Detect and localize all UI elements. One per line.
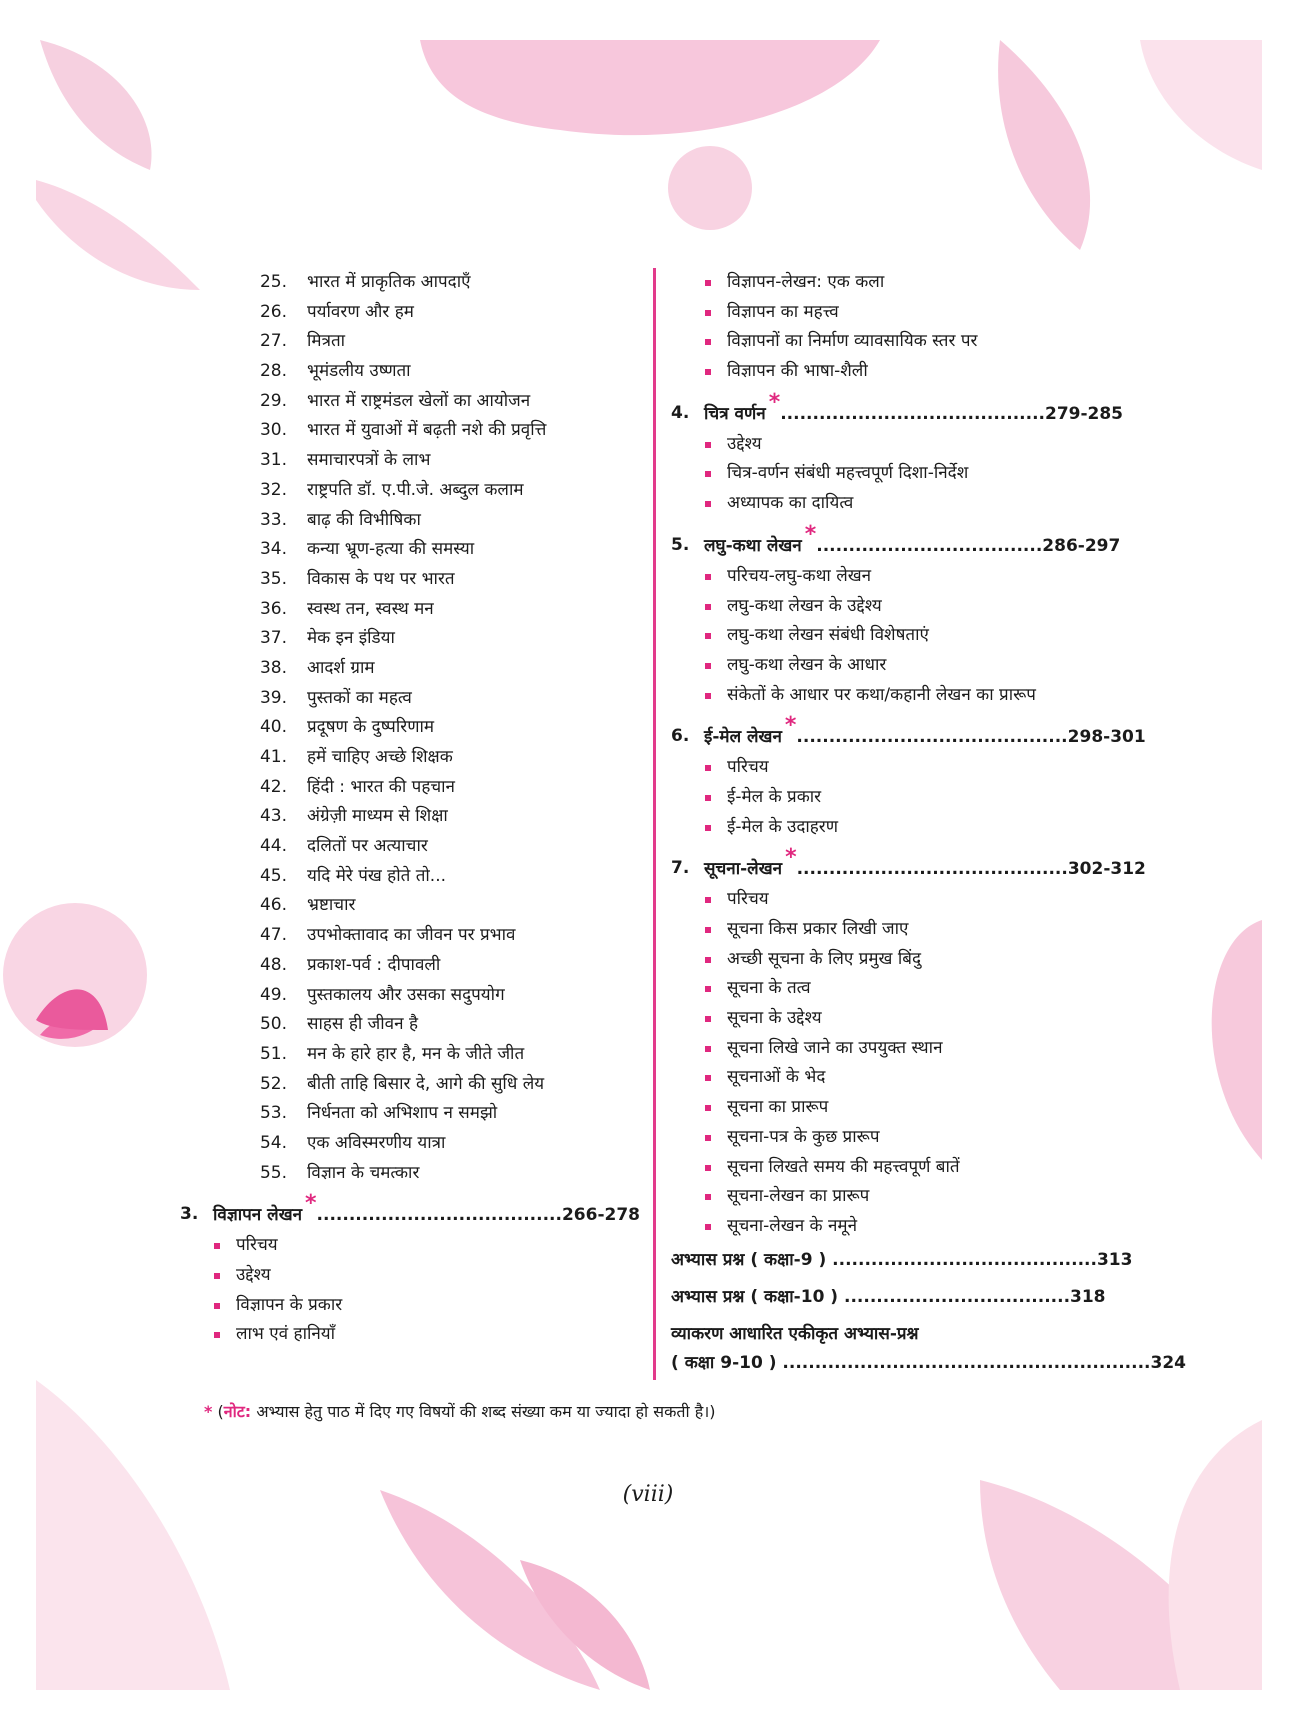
summary-block [671, 1246, 1186, 1378]
section-3-items [180, 1231, 650, 1350]
item-number-text: 44. [259, 836, 287, 857]
list-item[interactable] [671, 885, 1101, 915]
item-text: उद्देश्य [727, 433, 762, 454]
item-number-text: 52. [259, 1073, 287, 1094]
item-text: लघु-कथा लेखन के आधार [727, 654, 887, 675]
item-number-text: 30. [259, 420, 287, 441]
item-text: हमें चाहिए अच्छे शिक्षक [307, 747, 453, 767]
list-item[interactable] [180, 565, 650, 595]
list-item[interactable] [671, 974, 1101, 1004]
footnote [204, 1400, 716, 1422]
item-number-text: 37. [259, 628, 287, 649]
list-item[interactable] [180, 654, 650, 684]
square-bullet-icon [705, 765, 711, 771]
item-number-text: 27. [259, 331, 287, 352]
item-number-text: 40. [259, 717, 287, 738]
item-number-text: 55. [259, 1162, 287, 1183]
item-text: भारत में प्राकृतिक आपदाएँ [307, 272, 471, 292]
section7-heading[interactable] [671, 845, 1146, 885]
square-bullet-icon [705, 1194, 711, 1200]
section4-heading[interactable] [671, 389, 1124, 430]
square-bullet-icon [705, 693, 711, 699]
square-bullet-icon [214, 1273, 220, 1279]
section-title-line [704, 713, 1146, 757]
page-range: 286-297 [1042, 535, 1121, 556]
item-text: चित्र-वर्णन संबंधी महत्त्वपूर्ण दिशा-निर्देश [727, 463, 969, 484]
item-text: विकास के पथ पर भारत [307, 568, 455, 589]
section-title: लघु-कथा लेखन [704, 535, 802, 556]
list-item[interactable] [180, 1261, 650, 1291]
list-item[interactable] [180, 802, 650, 832]
leader-dots: .......................................... [796, 727, 1068, 748]
square-bullet-icon [705, 310, 711, 316]
list-item[interactable] [671, 753, 1101, 783]
list-item[interactable] [180, 743, 650, 773]
list-item[interactable] [180, 624, 650, 654]
item-text: एक अविस्मरणीय यात्रा [307, 1132, 446, 1153]
item-text: हिंदी : भारत की पहचान [307, 776, 455, 797]
list-item[interactable] [180, 773, 650, 803]
square-bullet-icon [705, 442, 711, 448]
summary-line[interactable]: ( कक्षा 9-10 ) .........................................................324 [671, 1352, 1186, 1373]
asterisk-icon: * [305, 1191, 317, 1217]
leader-dots: ...................................... [316, 1205, 562, 1226]
list-item[interactable] [671, 1034, 1101, 1064]
square-bullet-icon [705, 1105, 711, 1111]
list-item[interactable] [180, 268, 650, 298]
section-title: ई-मेल लेखन [704, 727, 782, 748]
item-text: मेक इन इंडिया [307, 628, 395, 649]
item-text: परिचय [236, 1235, 278, 1256]
item-number-text: 41. [259, 747, 287, 767]
list-item[interactable] [671, 1004, 1101, 1034]
item-text: विज्ञापन के प्रकार [236, 1294, 343, 1315]
section-number: 5. [671, 534, 690, 555]
item-number-text: 50. [259, 1014, 287, 1035]
square-bullet-icon [705, 663, 711, 669]
square-bullet-icon [705, 369, 711, 375]
item-text: प्रदूषण के दुष्परिणाम [307, 717, 435, 738]
square-bullet-icon [705, 957, 711, 963]
page-number: (viii) [622, 1482, 674, 1507]
list-item[interactable] [180, 981, 650, 1011]
item-text: भारत में राष्ट्रमंडल खेलों का आयोजन [307, 390, 531, 411]
square-bullet-icon [705, 1046, 711, 1052]
note-open-paren: ( [217, 1402, 224, 1421]
item-text: भूमंडलीय उष्णता [307, 361, 411, 382]
item-number-text: 28. [259, 361, 287, 382]
item-text: स्वस्थ तन, स्वस्थ मन [307, 598, 434, 619]
item-text: सूचना किस प्रकार लिखी जाए [727, 919, 909, 939]
item-text: परिचय-लघु-कथा लेखन [727, 565, 872, 586]
item-text: अध्यापक का दायित्व [727, 493, 854, 514]
item-number-text: 51. [259, 1043, 287, 1064]
list-item[interactable] [180, 595, 650, 625]
item-text: सूचना-पत्र के कुछ प्रारूप [727, 1126, 880, 1147]
item-text: लघु-कथा लेखन के उद्देश्य [727, 595, 882, 616]
item-text: ई-मेल के प्रकार [727, 786, 822, 807]
asterisk-icon: * [804, 521, 817, 547]
list-item[interactable] [180, 713, 650, 743]
square-bullet-icon [705, 825, 711, 831]
item-number-text: 31. [259, 450, 287, 471]
list-item[interactable] [180, 891, 650, 921]
list-item[interactable] [671, 459, 1101, 489]
continued-items [637, 268, 1101, 387]
note-text: अभ्यास हेतु पाठ में दिए गए विषयों की शब्द संख्या कम या ज्यादा हो सकती है। [256, 1402, 710, 1421]
summary-line[interactable]: व्याकरण आधारित एकीकृत अभ्यास-प्रश्न [671, 1323, 919, 1344]
list-item[interactable] [180, 1099, 650, 1129]
leader-dots: .......................................... [796, 859, 1068, 880]
square-bullet-icon [705, 574, 711, 580]
square-bullet-icon [705, 1224, 711, 1230]
item-number-text: 36. [259, 598, 287, 619]
square-bullet-icon [705, 604, 711, 610]
section-number: 4. [671, 402, 690, 423]
item-text: साहस ही जीवन है [307, 1014, 418, 1035]
item-text: सूचना लिखते समय की महत्त्वपूर्ण बातें [727, 1156, 960, 1177]
list-item[interactable] [180, 921, 650, 951]
item-number-text: 43. [259, 806, 287, 827]
list-item[interactable] [180, 1159, 650, 1189]
list-item[interactable] [637, 357, 1101, 387]
item-text: लघु-कथा लेखन संबंधी विशेषताएं [727, 625, 929, 646]
section-title-line [704, 845, 1146, 889]
item-text: कन्या भ्रूण-हत्या की समस्या [307, 539, 475, 560]
item-text: लाभ एवं हानियाँ [236, 1324, 336, 1345]
list-item[interactable] [180, 832, 650, 862]
section6-heading[interactable] [671, 713, 1146, 753]
square-bullet-icon [214, 1243, 220, 1249]
list-item[interactable] [180, 506, 650, 536]
item-text: मित्रता [307, 331, 346, 352]
list-item[interactable] [671, 651, 1101, 681]
item-number-text: 42. [259, 776, 287, 797]
list-item[interactable] [180, 1320, 650, 1350]
list-item[interactable] [671, 430, 1101, 460]
square-bullet-icon [705, 339, 711, 345]
item-text: सूचना के तत्व [727, 978, 811, 999]
summary-line[interactable]: अभ्यास प्रश्न ( कक्षा-9 ) .........................................313 [671, 1249, 1133, 1270]
item-text: समाचारपत्रों के लाभ [307, 450, 431, 471]
list-item[interactable] [180, 684, 650, 714]
list-item[interactable] [180, 357, 650, 387]
item-number-text: 32. [259, 479, 287, 500]
item-text: विज्ञापन का महत्त्व [727, 301, 839, 322]
item-number-text: 45. [259, 865, 287, 886]
list-item[interactable] [671, 945, 1101, 975]
square-bullet-icon [705, 1165, 711, 1171]
list-item[interactable] [671, 621, 1101, 651]
right-column [671, 268, 1186, 1378]
item-text: निर्धनता को अभिशाप न समझो [307, 1103, 498, 1124]
list-item[interactable] [671, 1212, 1101, 1242]
list-item[interactable] [671, 489, 1101, 519]
square-bullet-icon [705, 1075, 711, 1081]
list-item[interactable] [180, 1040, 650, 1070]
list-item[interactable] [180, 1010, 650, 1040]
list-item[interactable] [671, 915, 1101, 945]
square-bullet-icon [705, 986, 711, 992]
page-range: 298-301 [1067, 727, 1146, 748]
list-item[interactable] [671, 1182, 1101, 1212]
item-text: सूचना लिखे जाने का उपयुक्त स्थान [727, 1037, 943, 1058]
sections [671, 389, 1146, 1242]
item-number-text: 35. [259, 568, 287, 589]
list-item[interactable] [637, 327, 1101, 357]
item-text: परिचय [727, 889, 769, 910]
list-item[interactable] [671, 592, 1101, 622]
item-text: दलितों पर अत्याचार [307, 836, 428, 857]
item-number-text: 33. [259, 509, 287, 530]
item-number-text: 47. [259, 925, 287, 946]
section-title-line [704, 521, 1121, 566]
list-item[interactable] [180, 476, 650, 506]
item-number-text: 29. [259, 390, 287, 411]
list-item[interactable] [180, 446, 650, 476]
item-text: बाढ़ की विभीषिका [307, 509, 421, 530]
list-item[interactable] [671, 1093, 1101, 1123]
section-title-line [213, 1191, 640, 1235]
square-bullet-icon [705, 795, 711, 801]
item-text: विज्ञापनों का निर्माण व्यावसायिक स्तर पर [727, 331, 978, 352]
item-number-text: 46. [259, 895, 287, 916]
asterisk-icon: * [784, 713, 797, 739]
square-bullet-icon [705, 633, 711, 639]
item-text: प्रकाश-पर्व : दीपावली [307, 954, 441, 975]
item-text: बीती ताहि बिसार दे, आगे की सुधि लेय [307, 1073, 545, 1094]
item-text: भ्रष्टाचार [307, 895, 356, 916]
item-text: मन के हारे हार है, मन के जीते जीत [307, 1043, 525, 1064]
item-text: भारत में युवाओं में बढ़ती नशे की प्रवृत्ति [307, 420, 547, 441]
section-3-heading[interactable] [180, 1191, 650, 1231]
page-range: 302-312 [1067, 859, 1146, 880]
square-bullet-icon [705, 280, 711, 286]
section-number: 3. [180, 1204, 199, 1225]
item-text: सूचना का प्रारूप [727, 1097, 829, 1118]
section-number: 6. [671, 726, 690, 747]
item-number-text: 48. [259, 954, 287, 975]
item-number-text: 25. [259, 272, 287, 292]
summary-line[interactable]: अभ्यास प्रश्न ( कक्षा-10 ) ...................................318 [671, 1286, 1106, 1307]
list-item[interactable] [637, 298, 1101, 328]
list-item[interactable] [180, 862, 650, 892]
note-label: नोट: [223, 1402, 252, 1421]
item-text: सूचना के उद्देश्य [727, 1008, 822, 1029]
list-item[interactable] [180, 298, 650, 328]
item-text: सूचना-लेखन का प्रारूप [727, 1186, 870, 1207]
page-range: 279-285 [1044, 403, 1124, 424]
item-text: उद्देश्य [236, 1265, 271, 1285]
numbered-list [180, 268, 650, 1188]
note-close-paren: ) [709, 1402, 716, 1421]
square-bullet-icon [705, 501, 711, 507]
column-divider [653, 268, 656, 1380]
list-item[interactable] [180, 1129, 650, 1159]
item-text: संकेतों के आधार पर कथा/कहानी लेखन का प्रारूप [727, 684, 1036, 705]
square-bullet-icon [705, 927, 711, 933]
list-item[interactable] [637, 268, 1101, 298]
item-number-text: 49. [259, 984, 287, 1005]
section-title: सूचना-लेखन [704, 859, 783, 880]
section-title: विज्ञापन लेखन [213, 1205, 303, 1226]
section-title-line [704, 389, 1124, 434]
item-number-text: 38. [259, 657, 287, 678]
asterisk-icon: * [785, 845, 797, 871]
left-column [180, 268, 650, 1350]
square-bullet-icon [705, 1135, 711, 1141]
list-item[interactable] [180, 327, 650, 357]
list-item[interactable] [671, 783, 1101, 813]
section-title: चित्र वर्णन [704, 403, 766, 424]
list-item[interactable] [671, 1153, 1101, 1183]
item-number-text: 34. [259, 539, 287, 560]
item-text: विज्ञापन-लेखन: एक कला [727, 272, 885, 292]
list-item[interactable] [180, 1070, 650, 1100]
list-item[interactable] [180, 387, 650, 417]
item-number-text: 53. [259, 1103, 287, 1124]
item-text: सूचनाओं के भेद [727, 1067, 826, 1088]
list-item[interactable] [180, 535, 650, 565]
item-text: अच्छी सूचना के लिए प्रमुख बिंदु [727, 948, 921, 969]
section-number: 7. [671, 858, 690, 879]
list-item[interactable] [180, 951, 650, 981]
list-item[interactable] [180, 1231, 650, 1261]
item-text: राष्ट्रपति डॉ. ए.पी.जे. अब्दुल कलाम [307, 479, 524, 500]
leader-dots: ......................................... [780, 403, 1045, 424]
item-text: परिचय [727, 757, 769, 778]
square-bullet-icon [705, 897, 711, 903]
asterisk-icon: * [768, 389, 781, 415]
page-range: 266-278 [561, 1205, 640, 1226]
item-text: ई-मेल के उदाहरण [727, 816, 839, 837]
item-text: विज्ञान के चमत्कार [307, 1162, 420, 1183]
item-text: आदर्श ग्राम [307, 657, 375, 678]
list-item[interactable] [671, 562, 1101, 592]
section5-heading[interactable] [671, 521, 1121, 562]
item-text: पुस्तकालय और उसका सदुपयोग [307, 984, 505, 1005]
square-bullet-icon [705, 471, 711, 477]
item-text: पर्यावरण और हम [307, 301, 414, 322]
item-text: अंग्रेज़ी माध्यम से शिक्षा [307, 806, 448, 827]
asterisk-icon: * [204, 1402, 213, 1421]
list-item[interactable] [671, 681, 1101, 711]
item-text: यदि मेरे पंख होते तो... [307, 865, 447, 886]
item-number-text: 39. [259, 687, 287, 708]
square-bullet-icon [214, 1303, 220, 1309]
list-item[interactable] [671, 1123, 1101, 1153]
list-item[interactable] [671, 1063, 1101, 1093]
square-bullet-icon [705, 1016, 711, 1022]
item-text: उपभोक्तावाद का जीवन पर प्रभाव [307, 925, 516, 946]
list-item[interactable] [671, 813, 1101, 843]
leader-dots: ................................... [816, 535, 1043, 556]
list-item[interactable] [180, 416, 650, 446]
list-item[interactable] [180, 1291, 650, 1321]
item-number-text: 26. [259, 301, 287, 322]
item-text: विज्ञापन की भाषा-शैली [727, 361, 868, 382]
item-text: पुस्तकों का महत्व [307, 687, 412, 708]
item-number-text: 54. [259, 1132, 287, 1153]
item-text: सूचना-लेखन के नमूने [727, 1215, 858, 1236]
square-bullet-icon [214, 1332, 220, 1338]
